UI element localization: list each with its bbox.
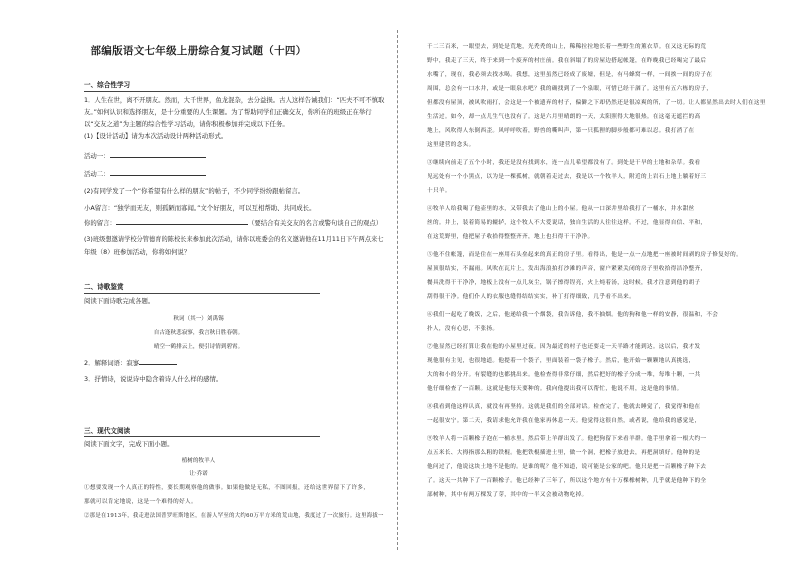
reply-blank[interactable] bbox=[116, 217, 248, 225]
s1-line-6: 小A留言：“独学而无友，则孤陋而寡闻。”文个好朋友，可以互相帮助、共同成长。 bbox=[84, 204, 316, 212]
section1-heading: 一、综合性学习 bbox=[84, 81, 131, 89]
page-title: 部编版语文七年级上册综合复习试题（十四） bbox=[90, 45, 307, 57]
r-line-9: ③继续向前走了五个小时，我还是没有找到水，连一点儿希望都没有了。到处是干旱的土地和杂草。我看 bbox=[427, 160, 701, 166]
r-line-29: 他问过了，他说这块土地不是他的。是谁的呢？他不知道，说可能是公家的吧。他只是把一百颗橡子种下去 bbox=[427, 464, 707, 470]
r-line-16: 屋顶很结实，不漏雨。风吹在瓦片上，发出海浪拍打沙滩的声音，窗户紧紧关闭的房子里收拾得洁净整齐， bbox=[427, 266, 707, 272]
section2-intro: 阅读下面诗歌完成各题。 bbox=[84, 297, 155, 305]
activity-2-row bbox=[84, 168, 206, 179]
r-line-4: 周围，总会有一口水井，或是一眼泉水吧？我的确找到了一个泉眼，可惜已经干涸了。这里有五六栋的房子， bbox=[427, 86, 713, 92]
poem-title: 秋词（其一）刘禹锡 bbox=[173, 316, 224, 322]
question-2-row bbox=[84, 357, 177, 368]
s1-line-8: 年级（8）班参加活动，你将如何说？ bbox=[84, 248, 191, 256]
reply-row bbox=[84, 217, 382, 228]
story-author: 让·乔诺 bbox=[189, 471, 208, 477]
r-line-25: ⑧我看到他这样认真，就没有再坚持。这就是我们的全部对话。检查完了，他就去睡觉了，我觉得和他在 bbox=[427, 404, 701, 410]
s1-line-2: 友。”如何认识和选择朋友，是十分重要的人生课题。为了帮助同学们正确交友，你所在的班级正在举行 bbox=[84, 108, 372, 116]
r-line-17: 餐具洗得干干净净，地板上没有一点儿灰尘，锅子擦得锃亮，火上炖着汤，这时候，我才注意到他的胡子 bbox=[427, 280, 701, 286]
poem-line-2: 晴空一鹤排云上，便引诗情到碧霄。 bbox=[153, 344, 244, 350]
r-line-5: 但都没有屋顶，被风吹雨打，会这是一个被遗弃的村子，偏僻之下却仍然还是很凉爽的所，了一切。让人都显然出去时人们在这里 bbox=[427, 100, 766, 106]
section3-intro: 阅读下面文字，完成下面小题。 bbox=[84, 440, 174, 448]
question-2-blank[interactable] bbox=[139, 357, 177, 365]
r-line-19: ⑥我们一起吃了晚饭，之后，他递给我一个烟袋，我告诉他，我不抽烟。他的狗和他一样的安静，很温和，不会 bbox=[427, 312, 719, 318]
question-3: 3．抒情诗，说说诗中隐含着诗人什么样的感情。 bbox=[84, 375, 223, 383]
r-line-30: 了。这天一共种下了一百颗橡子。他已经种了三年了，所以这个地方有十万棵橡树种，几乎就是他种下的全 bbox=[427, 478, 707, 484]
s1-line-5: (2)有同学发了一个“你希望有什么样的朋友”的帖子，不少同学纷纷跟帖留言。 bbox=[84, 187, 305, 195]
activity-1-blank[interactable] bbox=[110, 150, 206, 158]
r-line-15: ⑤他不住帐篷，而是住在一座用石头垒起来的真正的房子里。看得出，他是一点一点地把一座被时间剥的房子修复好的。 bbox=[427, 252, 743, 258]
s1-line-4: (1)【设计活动】请为本次活动设计两种活动形式。 bbox=[84, 132, 228, 140]
story-line-3: ②那是在1913年，我走进法国普罗旺斯地区，在游人罕至的大约60万平方米的荒山地，我度过了一次旅行。这里海拔一 bbox=[84, 513, 384, 519]
activity-2-blank[interactable] bbox=[110, 168, 206, 176]
story-title: 植树的牧羊人 bbox=[181, 458, 216, 464]
section3-rule bbox=[84, 436, 320, 437]
r-line-20: 扑人，没有心思，不张扬。 bbox=[427, 326, 499, 332]
r-line-24: 他仔细检查了一百颗。这就是他每天要种的。我向他提出我可以帮忙，他说不用，这是他的事情。 bbox=[427, 386, 683, 392]
activity-2-label: 活动二： bbox=[84, 170, 110, 178]
section2-rule bbox=[84, 293, 320, 294]
r-line-10: 见远处有一个小黑点，以为是一棵孤树，就朝着走过去，我是以一个牧羊人，附近的上岩石上地上躺着好三 bbox=[427, 174, 707, 180]
reply-label: 你的留言： bbox=[84, 219, 116, 227]
r-line-21: ⑦他显然已经打算让我在他的小屋里过夜。因为最近的村子也还要走一天半路才能到达。这以后，我才发 bbox=[427, 344, 701, 350]
r-line-23: 大的和小的分开。有裂缝的也都挑出来。他检查得非常仔细，然后把好的橡子分成一堆，每堆十颗，一共 bbox=[427, 372, 701, 378]
section1-rule bbox=[84, 91, 320, 92]
r-line-11: 十只羊。 bbox=[427, 188, 451, 194]
story-line-1: ①想要发现一个人真正的特性，要长期观察他的做事。如果他做是无私，不图回报，还给这世界留下了许多， bbox=[84, 485, 370, 491]
story-line-2: 那就可以肯定地说，这是一个难得的好人。 bbox=[84, 499, 197, 505]
reply-note: （要结合有关交友的名言或警句谈自己的观点） bbox=[247, 219, 383, 227]
section2-heading: 二、诗歌鉴赏 bbox=[84, 283, 124, 291]
r-line-12: ④牧羊人给我喝了他壶里的水，又带我去了他山上的小屋。他从一口深井里给我打了一桶水，井水甜丝 bbox=[427, 206, 695, 212]
right-page bbox=[397, 0, 794, 562]
s1-line-3: 以“交友之道”为主题的综合性学习活动，请你积极参加并完成以下任务。 bbox=[84, 120, 289, 128]
activity-1-label: 活动一： bbox=[84, 152, 110, 160]
section3-heading: 三、现代文阅读 bbox=[84, 427, 131, 435]
r-line-13: 丝的。井上，装着简易的辘轳，这个牧人不大爱说话，独自生活的人往往这样。不过，他显得自信、平和， bbox=[427, 220, 707, 226]
r-line-8: 这里建营的念头。 bbox=[427, 142, 475, 148]
r-line-26: 一起很安宁。第二天，我请求他允许我在他家再休息一天。他觉得这很自然，或者说，他给我的感觉是， bbox=[427, 418, 701, 424]
r-line-14: 在这荒野里，他把屋子收拾得整整齐齐，地上也扫得干干净净。 bbox=[427, 234, 594, 240]
r-line-31: 部树种，其中有两万棵发了芽，其中的一半又会被动物吃掉。 bbox=[427, 492, 588, 498]
s1-line-7: (3)班级想邀请学校分管德育的陈校长来参加此次活动，请你以班委会的名义邀请他在11月11日下午两点来七 bbox=[84, 235, 384, 243]
r-line-6: 生活过。如今，却一点儿生气也没有了。这是六月里晴朗的一天，太阳照得大地很热。在这毫无遮拦的高 bbox=[427, 114, 701, 120]
r-line-7: 地上，风吹得人东倒西歪。风呼呼吹着，野兽的嘶叫声，第一只狐狸的脚步般都可难以忍。我打消了在 bbox=[427, 128, 695, 134]
r-line-1: 千二三百米，一眼望去，到处是荒地，光秃秃的山上，稀稀拉拉地长着一些野生的薰衣草。在又这无际的荒 bbox=[427, 44, 707, 50]
r-line-28: 点五米长、大拇指那么粗的铁棍。他把铁棍插进土里，做一个洞，把橡子放进去，再把洞填好。他种的是 bbox=[427, 450, 701, 456]
poem-line-1: 自古逢秋悲寂寥，我言秋日胜春朝。 bbox=[153, 330, 244, 336]
s1-line-1: 1．人生在世，离不开朋友。然而，大千世界，鱼龙混杂，去分益损。古人这样告诫我们：“匹夫不可不慎取 bbox=[84, 96, 385, 104]
r-line-2: 野中，我走了三天，终于来到一个废弃的村庄前。我在斜塌了的房屋边搭起帐篷，在昨晚我已经喝完了最后 bbox=[427, 58, 707, 64]
question-2: 2．解释词语：寂寥 bbox=[84, 359, 140, 367]
r-line-3: 水嘴了，现在，我必须去找水喝。我想，这里虽然已经成了废墟，但是，有马蜂窝一样，一间挨一间的房子在 bbox=[427, 72, 713, 78]
r-line-18: 刮得很干净。他们仆人的衣服也缝得结结实实，补丁打得细致，几乎看不出来。 bbox=[427, 294, 636, 300]
activity-1-row bbox=[84, 150, 206, 161]
r-line-27: ⑨牧羊人将一百颗橡子泡在一桶水里，然后带上羊群出发了。他把狗留下来看羊群。他手里拿着一根大约一 bbox=[427, 436, 707, 442]
r-line-22: 现他很有主见，也很地道。他提着一个袋子，里面装着一袋子橡子。然后，他开始一颗颗地认真挑选， bbox=[427, 358, 695, 364]
